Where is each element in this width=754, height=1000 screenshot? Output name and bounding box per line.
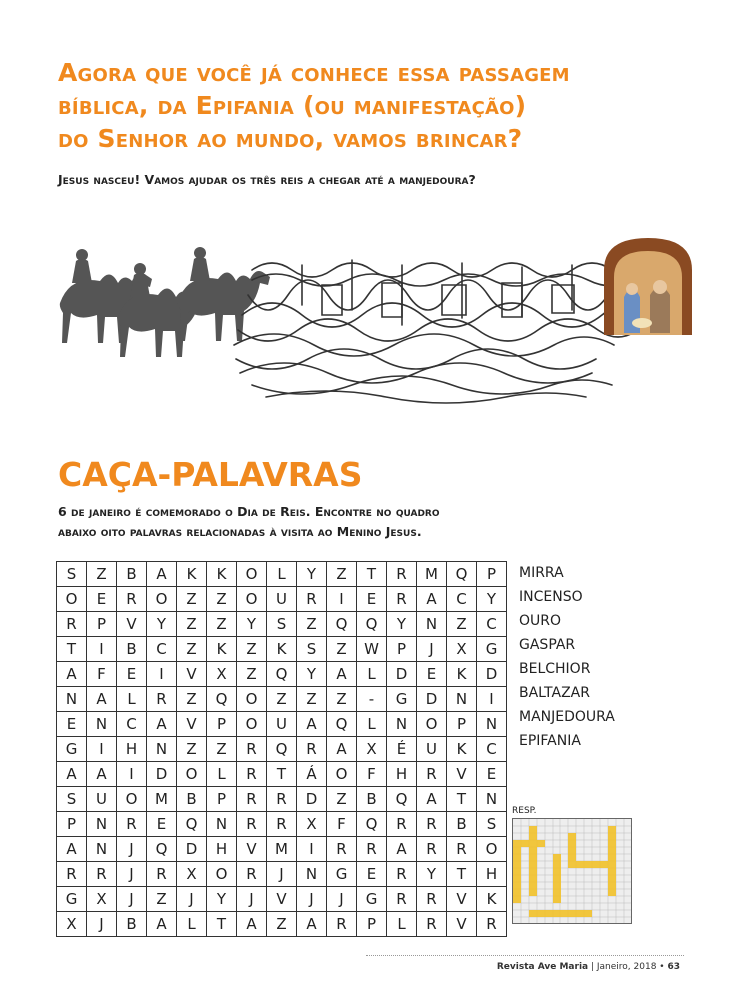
- grid-cell: R: [57, 862, 87, 887]
- grid-cell: L: [357, 712, 387, 737]
- grid-cell: L: [117, 687, 147, 712]
- grid-cell: Z: [177, 612, 207, 637]
- grid-cell: N: [57, 687, 87, 712]
- grid-cell: A: [57, 662, 87, 687]
- grid-cell: O: [117, 787, 147, 812]
- grid-cell: J: [117, 862, 147, 887]
- grid-cell: Z: [327, 687, 357, 712]
- grid-cell: Z: [267, 912, 297, 937]
- grid-cell: E: [477, 762, 507, 787]
- grid-cell: O: [207, 862, 237, 887]
- word-list: [519, 561, 615, 753]
- grid-cell: Z: [327, 562, 357, 587]
- grid-cell: Z: [87, 562, 117, 587]
- grid-cell: G: [57, 887, 87, 912]
- grid-cell: H: [117, 737, 147, 762]
- grid-cell: E: [417, 662, 447, 687]
- grid-cell: Q: [447, 562, 477, 587]
- grid-cell: V: [177, 662, 207, 687]
- grid-cell: Q: [387, 787, 417, 812]
- grid-cell: R: [237, 862, 267, 887]
- grid-cell: Y: [207, 887, 237, 912]
- grid-cell: P: [57, 812, 87, 837]
- grid-cell: Y: [297, 662, 327, 687]
- grid-cell: K: [447, 737, 477, 762]
- grid-cell: O: [147, 587, 177, 612]
- grid-cell: V: [447, 912, 477, 937]
- grid-cell: M: [417, 562, 447, 587]
- grid-cell: O: [177, 762, 207, 787]
- grid-cell: R: [417, 837, 447, 862]
- grid-cell: Z: [237, 637, 267, 662]
- grid-cell: -: [357, 687, 387, 712]
- grid-cell: F: [357, 762, 387, 787]
- grid-cell: D: [147, 762, 177, 787]
- grid-cell: I: [147, 662, 177, 687]
- grid-cell: I: [87, 637, 117, 662]
- word-search-description: [58, 502, 528, 542]
- grid-cell: R: [297, 737, 327, 762]
- grid-cell: Z: [237, 662, 267, 687]
- grid-cell: G: [477, 637, 507, 662]
- grid-cell: Z: [327, 637, 357, 662]
- grid-cell: Z: [267, 687, 297, 712]
- grid-cell: I: [87, 737, 117, 762]
- grid-cell: V: [447, 887, 477, 912]
- grid-cell: X: [447, 637, 477, 662]
- word-list-item: EPIFANIA: [519, 733, 581, 749]
- grid-cell: O: [237, 687, 267, 712]
- grid-cell: U: [417, 737, 447, 762]
- grid-cell: X: [207, 662, 237, 687]
- grid-cell: R: [147, 862, 177, 887]
- grid-cell: T: [447, 787, 477, 812]
- grid-cell: M: [147, 787, 177, 812]
- grid-cell: X: [87, 887, 117, 912]
- grid-cell: Y: [297, 562, 327, 587]
- grid-cell: S: [297, 637, 327, 662]
- grid-cell: N: [387, 712, 417, 737]
- grid-cell: Z: [177, 587, 207, 612]
- grid-cell: A: [417, 787, 447, 812]
- issue-date: | Janeiro, 2018 •: [590, 962, 665, 972]
- grid-cell: C: [477, 612, 507, 637]
- grid-row: [57, 812, 507, 837]
- grid-cell: K: [177, 562, 207, 587]
- grid-cell: V: [447, 762, 477, 787]
- grid-cell: Z: [297, 687, 327, 712]
- nativity-icon: [604, 238, 692, 335]
- grid-row: [57, 737, 507, 762]
- grid-cell: O: [477, 837, 507, 862]
- grid-cell: Z: [147, 887, 177, 912]
- grid-cell: L: [357, 662, 387, 687]
- grid-cell: N: [87, 712, 117, 737]
- grid-cell: P: [207, 712, 237, 737]
- grid-cell: I: [327, 587, 357, 612]
- grid-cell: P: [87, 612, 117, 637]
- description-line: 6 de janeiro é comemorado o Dia de Reis. Encontre no quadro: [58, 504, 440, 519]
- grid-cell: U: [267, 587, 297, 612]
- grid-cell: R: [387, 862, 417, 887]
- grid-cell: H: [207, 837, 237, 862]
- grid-cell: X: [297, 812, 327, 837]
- grid-cell: P: [447, 712, 477, 737]
- word-list-item: BALTAZAR: [519, 685, 590, 701]
- grid-cell: R: [387, 562, 417, 587]
- maze-svg: [52, 225, 702, 425]
- grid-cell: I: [117, 762, 147, 787]
- grid-cell: P: [387, 637, 417, 662]
- grid-cell: Q: [357, 812, 387, 837]
- grid-row: [57, 762, 507, 787]
- grid-cell: W: [357, 637, 387, 662]
- grid-cell: Z: [177, 737, 207, 762]
- grid-cell: N: [417, 612, 447, 637]
- grid-cell: R: [387, 812, 417, 837]
- grid-cell: R: [147, 687, 177, 712]
- grid-cell: O: [57, 587, 87, 612]
- description-line: abaixo oito palavras relacionadas à visita ao Menino Jesus.: [58, 524, 422, 539]
- grid-cell: U: [87, 787, 117, 812]
- page-footer: [470, 962, 680, 972]
- grid-cell: A: [147, 562, 177, 587]
- grid-cell: N: [207, 812, 237, 837]
- grid-cell: P: [207, 787, 237, 812]
- grid-cell: T: [447, 862, 477, 887]
- grid-cell: U: [267, 712, 297, 737]
- grid-cell: R: [477, 912, 507, 937]
- camels-icon: [60, 247, 270, 357]
- grid-cell: R: [237, 737, 267, 762]
- grid-cell: E: [147, 812, 177, 837]
- grid-cell: É: [387, 737, 417, 762]
- grid-cell: D: [417, 687, 447, 712]
- grid-cell: T: [267, 762, 297, 787]
- grid-cell: N: [147, 737, 177, 762]
- grid-cell: D: [387, 662, 417, 687]
- grid-row: [57, 587, 507, 612]
- grid-cell: R: [117, 812, 147, 837]
- grid-row: [57, 912, 507, 937]
- grid-cell: Z: [447, 612, 477, 637]
- grid-cell: A: [327, 737, 357, 762]
- grid-cell: A: [387, 837, 417, 862]
- grid-cell: F: [327, 812, 357, 837]
- grid-cell: K: [207, 637, 237, 662]
- grid-cell: Q: [147, 837, 177, 862]
- grid-cell: B: [117, 912, 147, 937]
- grid-cell: K: [267, 637, 297, 662]
- grid-cell: N: [87, 812, 117, 837]
- grid-cell: Z: [207, 612, 237, 637]
- grid-cell: E: [117, 662, 147, 687]
- camel-icon: [178, 247, 270, 341]
- grid-cell: R: [327, 912, 357, 937]
- grid-cell: N: [87, 837, 117, 862]
- grid-row: [57, 562, 507, 587]
- grid-cell: O: [237, 712, 267, 737]
- grid-cell: C: [117, 712, 147, 737]
- grid-cell: R: [267, 787, 297, 812]
- grid-cell: D: [177, 837, 207, 862]
- grid-cell: R: [297, 587, 327, 612]
- grid-cell: V: [177, 712, 207, 737]
- grid-row: [57, 712, 507, 737]
- maze-instruction: Jesus nasceu! Vamos ajudar os três reis a chegar até a manjedoura?: [58, 172, 476, 187]
- grid-cell: C: [477, 737, 507, 762]
- magazine-name: Revista Ave Maria: [496, 962, 589, 972]
- grid-cell: T: [357, 562, 387, 587]
- grid-cell: I: [297, 837, 327, 862]
- grid-cell: R: [87, 862, 117, 887]
- grid-cell: J: [87, 912, 117, 937]
- maze-paths: [234, 260, 642, 403]
- word-list-item: GASPAR: [519, 637, 576, 653]
- grid-row: [57, 862, 507, 887]
- grid-cell: Z: [207, 587, 237, 612]
- grid-cell: C: [447, 587, 477, 612]
- title-line: bíblica, da Epifania (ou manifestação): [58, 91, 527, 120]
- grid-cell: Z: [177, 687, 207, 712]
- grid-cell: G: [327, 862, 357, 887]
- grid-cell: R: [237, 762, 267, 787]
- word-list-item: MANJEDOURA: [519, 709, 615, 725]
- grid-cell: S: [477, 812, 507, 837]
- grid-row: [57, 687, 507, 712]
- grid-cell: Y: [417, 862, 447, 887]
- grid-cell: A: [297, 912, 327, 937]
- grid-cell: O: [327, 762, 357, 787]
- grid-cell: D: [477, 662, 507, 687]
- grid-row: [57, 637, 507, 662]
- grid-cell: J: [117, 837, 147, 862]
- grid-cell: J: [297, 887, 327, 912]
- grid-cell: P: [357, 912, 387, 937]
- grid-cell: K: [207, 562, 237, 587]
- grid-cell: Y: [147, 612, 177, 637]
- grid-cell: O: [237, 587, 267, 612]
- grid-cell: R: [117, 587, 147, 612]
- answer-thumbnail: [512, 818, 632, 924]
- grid-cell: T: [57, 637, 87, 662]
- grid-cell: V: [117, 612, 147, 637]
- grid-cell: B: [117, 637, 147, 662]
- grid-cell: Q: [267, 662, 297, 687]
- grid-cell: Q: [267, 737, 297, 762]
- grid-cell: E: [87, 587, 117, 612]
- grid-row: [57, 837, 507, 862]
- grid-cell: D: [297, 787, 327, 812]
- grid-cell: A: [147, 912, 177, 937]
- footer-divider: [366, 955, 684, 956]
- grid-cell: G: [357, 887, 387, 912]
- word-list-item: BELCHIOR: [519, 661, 591, 677]
- grid-cell: N: [477, 787, 507, 812]
- grid-cell: J: [267, 862, 297, 887]
- grid-cell: R: [417, 812, 447, 837]
- grid-cell: B: [117, 562, 147, 587]
- grid-cell: R: [417, 887, 447, 912]
- grid-cell: L: [267, 562, 297, 587]
- grid-cell: B: [447, 812, 477, 837]
- grid-cell: K: [447, 662, 477, 687]
- grid-cell: E: [357, 587, 387, 612]
- grid-cell: S: [267, 612, 297, 637]
- grid-cell: G: [57, 737, 87, 762]
- grid-cell: L: [177, 912, 207, 937]
- grid-cell: H: [387, 762, 417, 787]
- grid-cell: V: [237, 837, 267, 862]
- grid-cell: Y: [477, 587, 507, 612]
- grid-cell: G: [387, 687, 417, 712]
- page-title: [58, 56, 718, 155]
- grid-cell: N: [297, 862, 327, 887]
- grid-cell: K: [477, 887, 507, 912]
- grid-cell: O: [237, 562, 267, 587]
- grid-cell: R: [327, 837, 357, 862]
- grid-cell: A: [87, 687, 117, 712]
- grid-row: [57, 787, 507, 812]
- answer-grid-image: [513, 819, 631, 923]
- answer-highlights: [513, 826, 616, 917]
- grid-row: [57, 887, 507, 912]
- grid-cell: P: [477, 562, 507, 587]
- grid-cell: L: [207, 762, 237, 787]
- grid-cell: R: [237, 787, 267, 812]
- word-list-item: INCENSO: [519, 589, 583, 605]
- grid-cell: A: [147, 712, 177, 737]
- grid-cell: Q: [177, 812, 207, 837]
- grid-cell: H: [477, 862, 507, 887]
- grid-cell: J: [417, 637, 447, 662]
- grid-cell: R: [267, 812, 297, 837]
- grid-cell: J: [177, 887, 207, 912]
- grid-cell: A: [57, 837, 87, 862]
- grid-cell: J: [237, 887, 267, 912]
- grid-cell: Z: [177, 637, 207, 662]
- grid-cell: A: [297, 712, 327, 737]
- grid-cell: S: [57, 787, 87, 812]
- grid-cell: Z: [207, 737, 237, 762]
- grid-cell: A: [417, 587, 447, 612]
- maze-illustration: [52, 225, 702, 425]
- grid-cell: E: [57, 712, 87, 737]
- grid-cell: C: [147, 637, 177, 662]
- grid-cell: O: [417, 712, 447, 737]
- grid-cell: R: [57, 612, 87, 637]
- grid-cell: S: [57, 562, 87, 587]
- grid-cell: Q: [357, 612, 387, 637]
- grid-cell: X: [57, 912, 87, 937]
- word-search-title: CAÇA-PALAVRAS: [58, 455, 363, 494]
- grid-cell: A: [327, 662, 357, 687]
- word-search-grid: [56, 561, 507, 937]
- grid-cell: F: [87, 662, 117, 687]
- grid-cell: Y: [237, 612, 267, 637]
- grid-cell: M: [267, 837, 297, 862]
- grid-cell: J: [327, 887, 357, 912]
- grid-cell: I: [477, 687, 507, 712]
- grid-cell: A: [237, 912, 267, 937]
- grid-cell: R: [387, 587, 417, 612]
- word-list-item: OURO: [519, 613, 562, 629]
- grid-cell: Y: [387, 612, 417, 637]
- title-line: do Senhor ao mundo, vamos brincar?: [58, 124, 523, 153]
- grid-cell: R: [387, 887, 417, 912]
- grid-cell: B: [177, 787, 207, 812]
- grid-cell: J: [117, 887, 147, 912]
- page-number: 63: [667, 962, 680, 972]
- grid-cell: L: [387, 912, 417, 937]
- grid-row: [57, 662, 507, 687]
- grid-cell: N: [447, 687, 477, 712]
- grid-cell: Q: [327, 612, 357, 637]
- grid-cell: T: [207, 912, 237, 937]
- grid-cell: Á: [297, 762, 327, 787]
- grid-cell: R: [417, 762, 447, 787]
- grid-cell: R: [447, 837, 477, 862]
- grid-cell: E: [357, 862, 387, 887]
- grid-cell: A: [57, 762, 87, 787]
- grid-cell: X: [177, 862, 207, 887]
- grid-row: [57, 612, 507, 637]
- grid-cell: R: [417, 912, 447, 937]
- grid-cell: A: [87, 762, 117, 787]
- grid-cell: Z: [297, 612, 327, 637]
- grid-cell: Z: [327, 787, 357, 812]
- grid-cell: Q: [207, 687, 237, 712]
- word-list-item: MIRRA: [519, 565, 564, 581]
- grid-cell: B: [357, 787, 387, 812]
- grid-cell: Q: [327, 712, 357, 737]
- grid-cell: N: [477, 712, 507, 737]
- grid-cell: V: [267, 887, 297, 912]
- answer-label: RESP.: [512, 806, 537, 816]
- grid-cell: R: [357, 837, 387, 862]
- grid-cell: X: [357, 737, 387, 762]
- grid-cell: R: [237, 812, 267, 837]
- title-line: Agora que você já conhece essa passagem: [58, 58, 570, 87]
